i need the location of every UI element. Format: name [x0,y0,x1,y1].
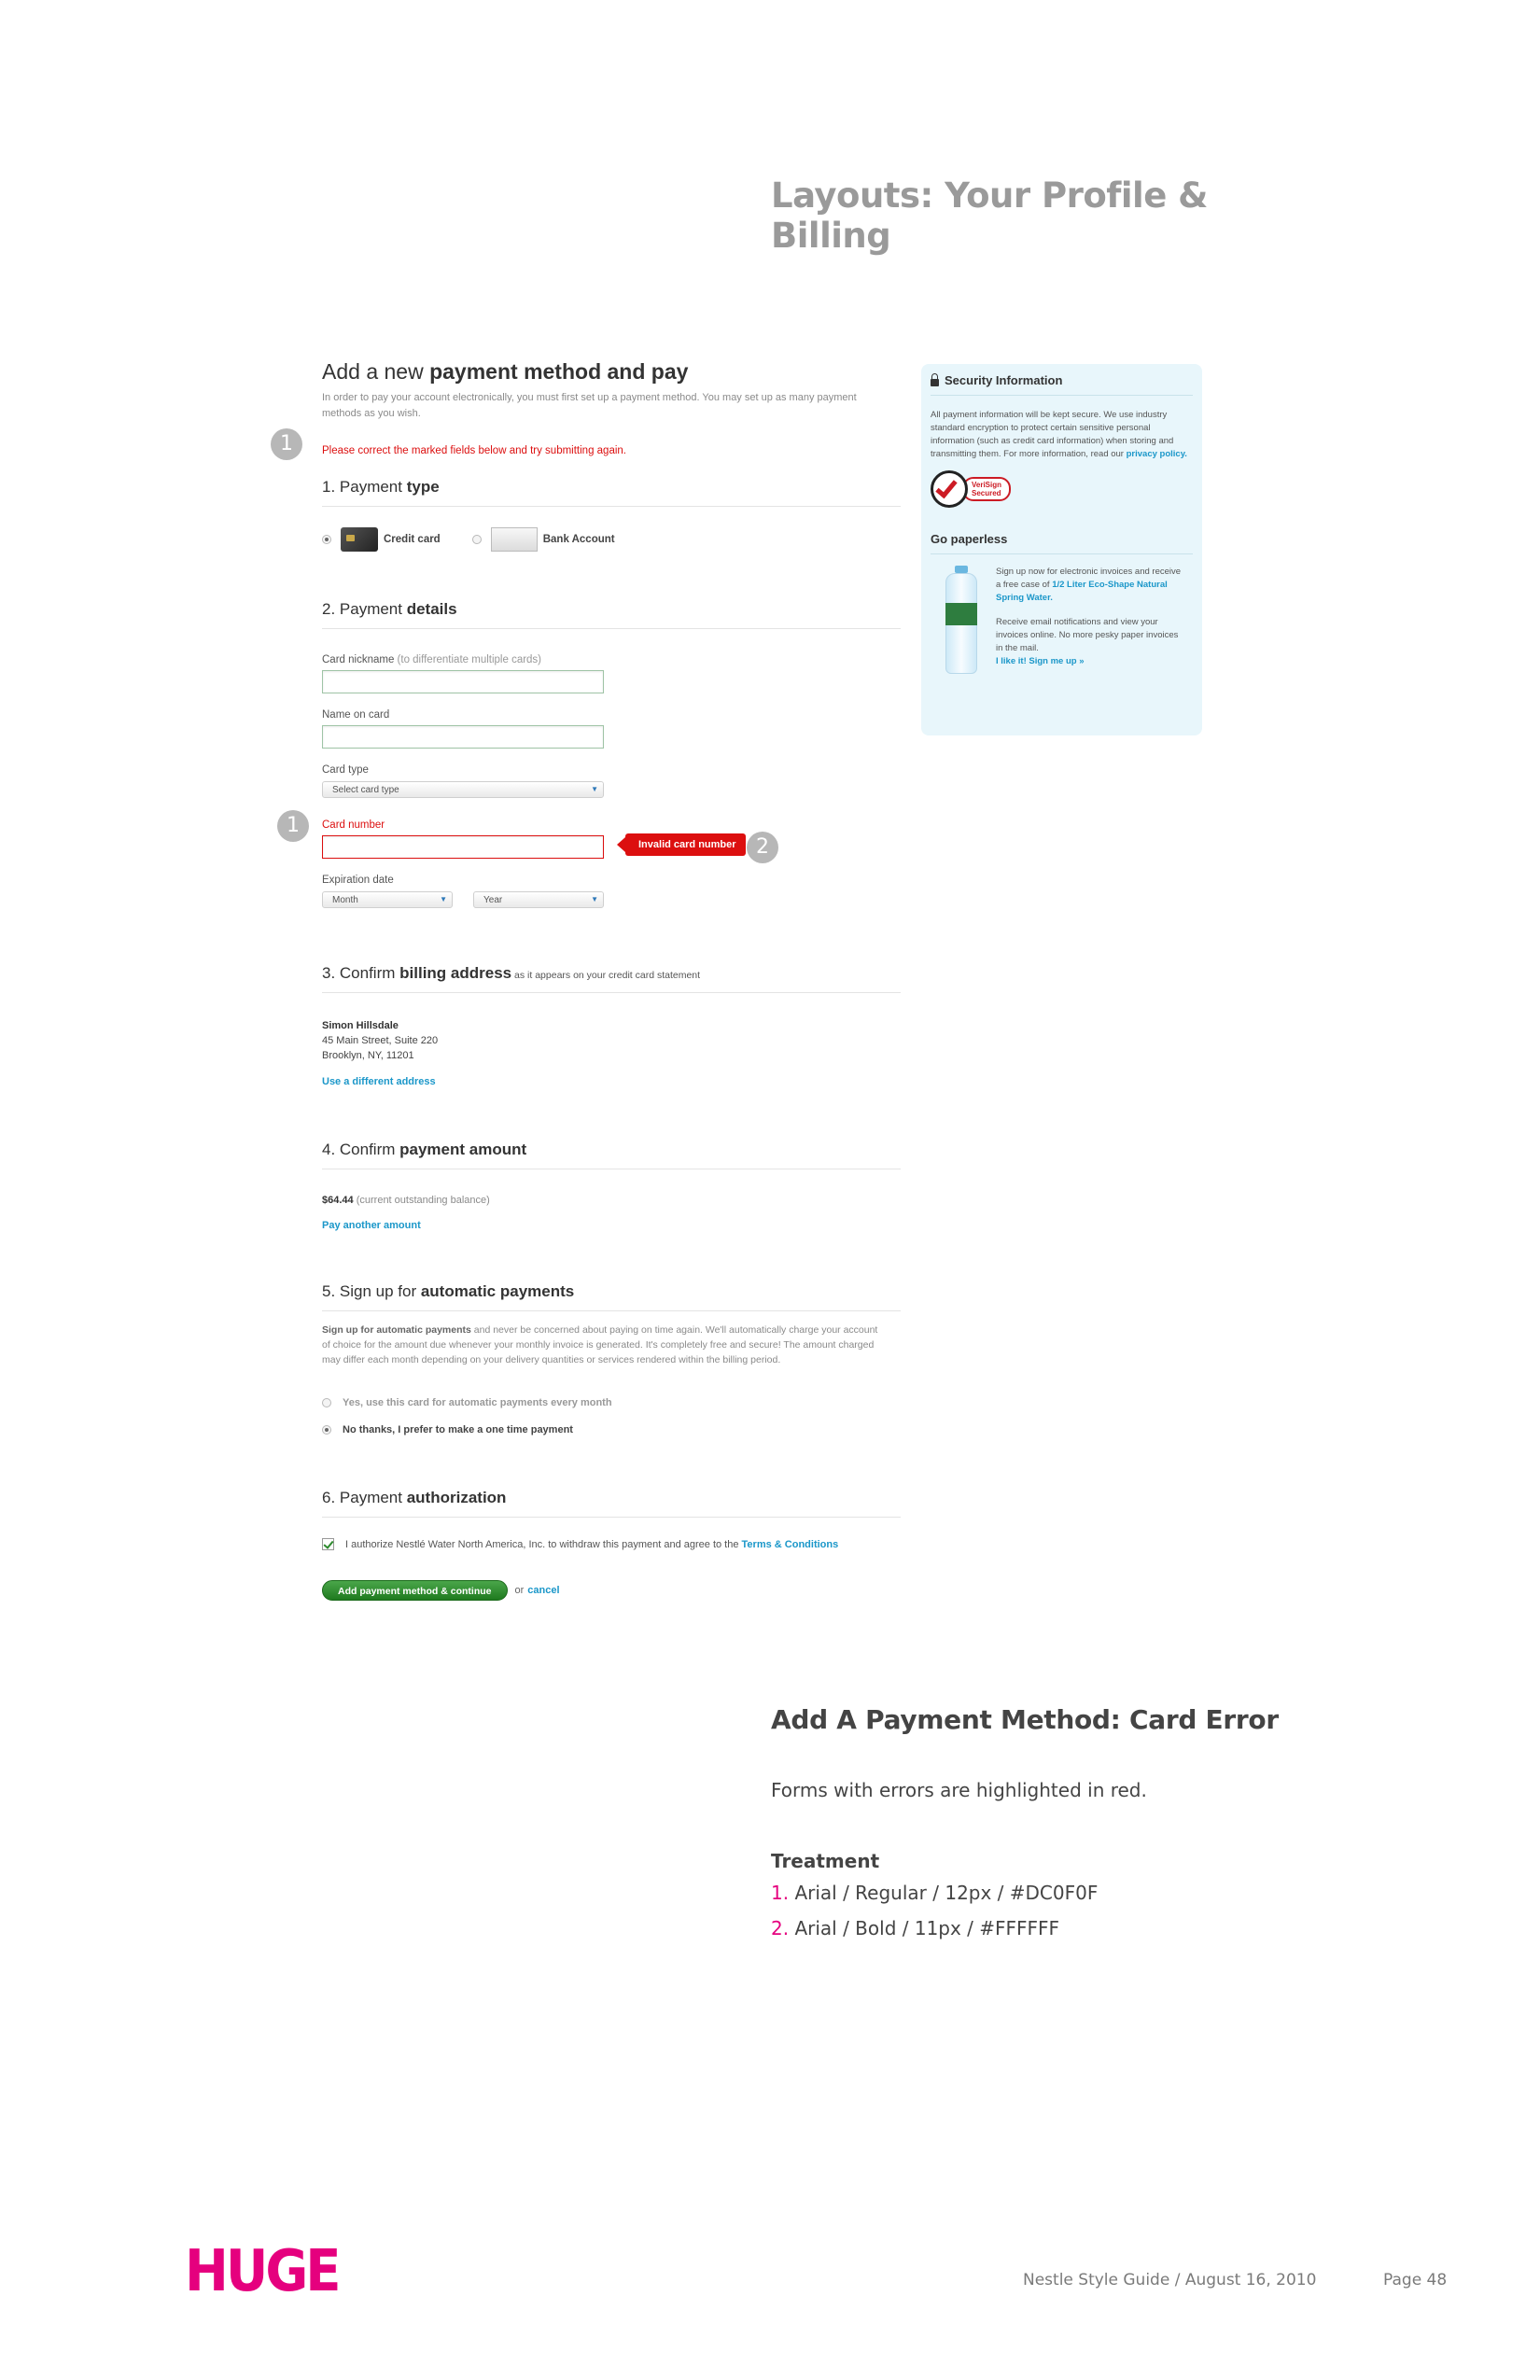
privacy-policy-link[interactable]: privacy policy. [1126,449,1187,459]
footer-guide: Nestle Style Guide / August 16, 2010 [1023,2271,1317,2289]
verisign-badge [931,470,1193,508]
auto-pay-no-option[interactable]: No thanks, I prefer to make a one time payment [322,1424,573,1435]
chevron-down-icon: ▼ [591,785,598,793]
section-payment-type: 1. Payment type [322,478,901,507]
payment-amount: $64.44 (current outstanding balance) [322,1195,490,1206]
card-nickname-input[interactable] [322,670,604,693]
page-title: Layouts: Your Profile & Billing [771,175,1208,256]
pay-another-amount-link[interactable]: Pay another amount [322,1220,421,1231]
security-heading: Security Information [931,373,1193,396]
invalid-card-number-tag: Invalid card number [625,833,746,856]
section-payment-authorization: 6. Payment authorization [322,1489,901,1518]
add-payment-method-button[interactable]: Add payment method & continue [322,1580,508,1601]
paperless-promo [931,566,1193,679]
form-title: Add a new payment method and pay [322,359,689,384]
eco-shape-water-link[interactable]: 1/2 Liter Eco-Shape Natural Spring Water. [996,580,1168,603]
month-select[interactable]: Month ▼ [322,891,453,908]
or-text: or [514,1585,525,1596]
payment-type-options [322,527,615,552]
lock-icon [931,379,939,386]
treatment-list [771,1882,1098,1953]
treatment-item: 1. Arial / Regular / 12px / #DC0F0F [771,1882,1099,1904]
marker-one: 1 [271,428,302,460]
security-text: All payment information will be kept secure. We use industry standard encryption to protect certain sensitive personal information (such as credit card information) when storing and transmitting them. For more information, read our privacy policy. [931,410,1187,459]
paperless-details: Receive email notifications and view your invoices online. No more pesky paper invoices in the mail. I like it! Sign me up » [996,617,1179,666]
form-error-message: Please correct the marked fields below and try submitting again. [322,445,626,456]
water-bottle-image [940,566,983,676]
card-nickname-label: Card nickname (to differentiate multiple cards) [322,654,542,665]
section-payment-amount: 4. Confirm payment amount [322,1141,901,1169]
marker-one: 1 [277,810,309,842]
use-different-address-link[interactable]: Use a different address [322,1076,436,1087]
cancel-link[interactable]: cancel [527,1585,560,1596]
verisign-check-icon [931,470,968,508]
auto-pay-yes-option[interactable]: Yes, use this card for automatic payments every month [322,1397,612,1408]
year-select[interactable]: Year ▼ [473,891,604,908]
card-type-select[interactable]: Select card type ▼ [322,781,604,798]
billing-name: Simon Hillsdale [322,1020,399,1031]
expiration-date-label: Expiration date [322,875,394,886]
terms-link[interactable]: Terms & Conditions [741,1538,839,1550]
authorization-checkbox[interactable] [322,1538,334,1550]
automatic-payments-description: Sign up for automatic payments and never be concerned about paying on time again. We'll automatically charge your account of choice for the amount due whenever your monthly invoice is generated. It's completely free and secure! The amount charged may differ each month depending on your delivery quantities or services rendered within the billing period. [322,1324,878,1365]
section-payment-details: 2. Payment details [322,600,901,629]
sign-me-up-link[interactable]: I like it! Sign me up » [996,656,1085,666]
credit-card-radio[interactable] [322,535,331,544]
payment-form [322,359,901,1597]
section-automatic-payments: 5. Sign up for automatic payments [322,1282,901,1311]
verisign-label: VeriSign Secured [962,477,1011,501]
card-error-title: Add A Payment Method: Card Error [771,1704,1279,1735]
paperless-offer: Sign up now for electronic invoices and receive a free case of 1/2 Liter Eco-Shape Natural Spring Water. [996,567,1182,603]
auto-pay-no-radio[interactable] [322,1425,331,1435]
card-number-input[interactable] [322,835,604,859]
billing-street: 45 Main Street, Suite 220 [322,1035,439,1046]
credit-card-label: Credit card [384,534,441,545]
card-error-description: Forms with errors are highlighted in red. [771,1779,1147,1801]
card-number-label: Card number [322,819,385,831]
credit-card-icon [341,527,378,552]
auto-pay-yes-radio[interactable] [322,1398,331,1407]
treatment-title: Treatment [771,1850,880,1872]
security-sidebar [921,364,1202,735]
bank-account-label: Bank Account [542,534,615,545]
paperless-heading: Go paperless [931,532,1193,554]
chevron-down-icon: ▼ [591,895,598,903]
chevron-down-icon: ▼ [440,895,447,903]
submit-row [322,1580,560,1601]
huge-logo: HUGE [185,2238,339,2305]
section-billing-address: 3. Confirm billing address as it appears on your credit card statement [322,964,901,993]
page-number: Page 48 [1383,2271,1448,2289]
billing-city: Brooklyn, NY, 11201 [322,1050,414,1061]
marker-two: 2 [747,832,778,863]
bank-account-radio[interactable] [472,535,482,544]
card-type-label: Card type [322,764,369,776]
authorization-line: I authorize Nestlé Water North America, Inc. to withdraw this payment and agree to the Terms & Conditions [322,1538,838,1550]
name-on-card-label: Name on card [322,709,390,721]
name-on-card-input[interactable] [322,725,604,749]
form-intro: In order to pay your account electronically, you must first set up a payment method. You may set up as many payment methods as you wish. [322,392,857,419]
treatment-item: 2. Arial / Bold / 11px / #FFFFFF [771,1917,1060,1939]
bank-check-icon [491,527,538,552]
